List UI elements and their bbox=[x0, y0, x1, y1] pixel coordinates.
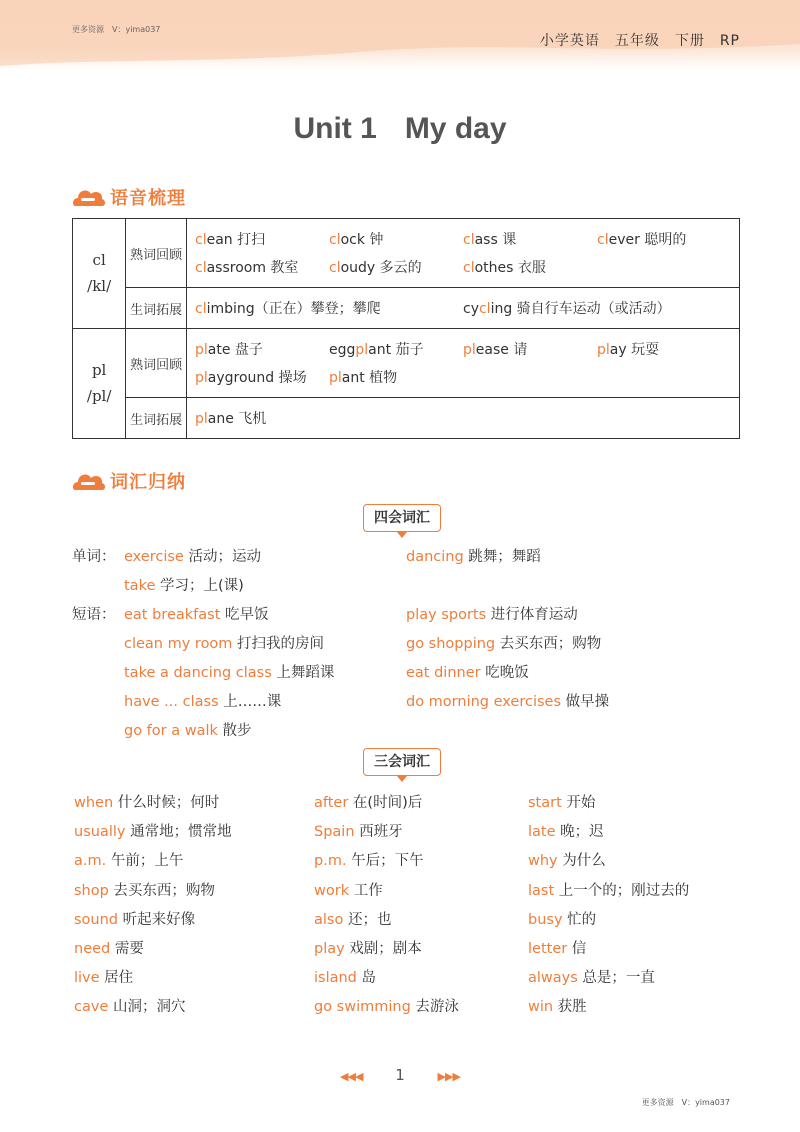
words-label: 单词： bbox=[72, 549, 116, 565]
vocab-entry bbox=[74, 791, 219, 812]
new-words bbox=[187, 288, 740, 329]
new-words bbox=[187, 398, 740, 439]
phonics-word bbox=[195, 339, 329, 359]
vocab-english: play bbox=[314, 941, 345, 957]
word-part: cy bbox=[463, 301, 479, 317]
phonics-word bbox=[195, 229, 329, 249]
vocab-entry bbox=[74, 966, 133, 987]
vocab-english: p.m. bbox=[314, 853, 347, 870]
vocab-english: take bbox=[124, 578, 156, 594]
vocab-entry bbox=[74, 849, 183, 870]
vocab-chinese: 西班牙 bbox=[354, 824, 403, 841]
vocab-chinese: 学习；上(课) bbox=[155, 578, 244, 594]
vocab-entry bbox=[74, 995, 185, 1016]
category-label: 生词拓展 bbox=[126, 288, 187, 329]
three-skill-badge: 三会词汇 bbox=[363, 748, 441, 776]
vocab-chinese: 去买东西；购物 bbox=[495, 636, 602, 652]
word-highlight: cl bbox=[195, 301, 207, 317]
vocab-entry bbox=[528, 995, 587, 1016]
vocab-english: live bbox=[74, 970, 100, 987]
vocab-entry bbox=[528, 879, 689, 900]
phonics-word bbox=[463, 339, 597, 359]
vocab-chinese: 在(时间)后 bbox=[348, 795, 423, 811]
sound-ipa: /kl/ bbox=[87, 276, 112, 295]
sound-cell bbox=[73, 329, 126, 439]
word-part: ayground bbox=[207, 370, 275, 386]
vocab-english: after bbox=[314, 795, 349, 811]
word-highlight: pl bbox=[355, 342, 369, 358]
word-part: ay bbox=[609, 342, 627, 358]
phonics-table bbox=[72, 218, 740, 439]
word-part: egg bbox=[329, 342, 356, 358]
vocab-english: go shopping bbox=[406, 636, 496, 652]
vocab-chinese: 总是；一直 bbox=[577, 970, 655, 987]
vocab-entry bbox=[314, 937, 422, 958]
vocab-entry bbox=[406, 661, 529, 682]
phonics-word bbox=[597, 339, 731, 359]
vocab-english: last bbox=[528, 882, 555, 899]
phonics-word bbox=[195, 367, 329, 387]
vocab-english: do morning exercises bbox=[406, 694, 562, 710]
watermark-top: 更多资源 V：yima037 bbox=[72, 25, 161, 34]
vocab-chinese: 午后；下午 bbox=[346, 853, 424, 870]
vocab-chinese: 上一个的；刚过去的 bbox=[554, 882, 690, 899]
vocab-english: dancing bbox=[406, 549, 464, 565]
word-part: ane bbox=[207, 411, 234, 427]
vocab-english: play sports bbox=[406, 607, 487, 623]
word-meaning: 操场 bbox=[274, 370, 307, 386]
known-words bbox=[187, 329, 740, 398]
vocab-entry bbox=[74, 879, 215, 900]
vocab-chinese: 午前；上午 bbox=[106, 853, 184, 870]
vocab-entry bbox=[528, 937, 586, 958]
vocab-entry bbox=[314, 849, 424, 870]
word-part: ant bbox=[368, 342, 392, 358]
word-meaning: 请 bbox=[508, 342, 528, 358]
cloud-icon bbox=[72, 186, 106, 208]
word-part: othes bbox=[474, 260, 514, 276]
header-course: 小学英语 五年级 下册 RP bbox=[539, 33, 740, 49]
word-meaning: 衣服 bbox=[513, 260, 546, 276]
word-highlight: pl bbox=[463, 342, 476, 358]
vocab-entry bbox=[314, 879, 383, 900]
category-label: 生词拓展 bbox=[126, 398, 187, 439]
vocab-entry bbox=[124, 632, 324, 653]
vocab-entry bbox=[406, 690, 609, 711]
vocab-entry bbox=[528, 791, 595, 812]
phonics-word bbox=[463, 229, 597, 249]
sound-cell bbox=[73, 219, 126, 329]
vocab-chinese: 晚；迟 bbox=[555, 824, 604, 841]
vocab-entry bbox=[528, 849, 606, 870]
vocab-chinese: 什么时候；何时 bbox=[113, 795, 220, 811]
cloud-icon bbox=[72, 470, 106, 492]
unit-number: Unit 1 bbox=[293, 112, 377, 145]
vocab-chinese: 通常地；惯常地 bbox=[125, 824, 232, 841]
vocab-english: letter bbox=[528, 941, 568, 957]
vocab-chinese: 上……课 bbox=[218, 694, 282, 710]
vocab-entry bbox=[124, 545, 261, 566]
vocab-chinese: 去游泳 bbox=[410, 999, 459, 1016]
word-meaning: 玩耍 bbox=[626, 342, 660, 358]
word-meaning: 飞机 bbox=[233, 411, 267, 427]
section-phonics-label: 语音梳理 bbox=[110, 188, 186, 209]
vocab-entry bbox=[406, 545, 541, 566]
vocab-english: shop bbox=[74, 882, 109, 899]
vocab-chinese: 去买东西；购物 bbox=[108, 882, 215, 899]
vocab-chinese: 信 bbox=[567, 941, 587, 957]
vocab-chinese: 岛 bbox=[356, 970, 377, 987]
vocab-entry bbox=[314, 995, 459, 1016]
word-part: ean bbox=[206, 232, 233, 248]
word-part: ease bbox=[475, 342, 509, 358]
word-meaning: 多云的 bbox=[375, 260, 422, 276]
word-meaning: 骑自行车运动（或活动） bbox=[512, 301, 671, 317]
word-part: ing bbox=[490, 301, 513, 317]
four-skill-badge: 四会词汇 bbox=[363, 504, 441, 532]
vocab-chinese: 山洞；洞穴 bbox=[108, 999, 186, 1016]
word-meaning: （正在）攀登；攀爬 bbox=[254, 301, 381, 317]
vocab-entry bbox=[314, 966, 376, 987]
word-part: ock bbox=[340, 232, 365, 248]
phonics-word bbox=[463, 257, 597, 277]
phonics-word bbox=[195, 408, 266, 428]
page-number: 1 bbox=[395, 1066, 405, 1084]
vocab-chinese: 吃早饭 bbox=[220, 607, 269, 623]
word-meaning: 盘子 bbox=[230, 342, 263, 358]
vocab-english: take a dancing class bbox=[124, 665, 272, 681]
vocab-entry bbox=[124, 603, 269, 624]
word-highlight: pl bbox=[195, 411, 208, 427]
phonics-word bbox=[195, 298, 463, 318]
vocab-chinese: 需要 bbox=[110, 941, 144, 957]
vocab-english: start bbox=[528, 795, 562, 811]
vocab-entry bbox=[314, 791, 422, 812]
vocab-chinese: 还；也 bbox=[343, 911, 392, 928]
vocab-chinese: 吃晚饭 bbox=[480, 665, 529, 681]
word-highlight: cl bbox=[195, 232, 207, 248]
phonics-word bbox=[329, 367, 463, 387]
section-phonics-heading bbox=[72, 184, 186, 210]
vocab-english: Spain bbox=[314, 824, 355, 841]
vocab-english: why bbox=[528, 853, 558, 870]
vocab-english: have ... class bbox=[124, 694, 219, 710]
word-meaning: 聪明的 bbox=[639, 232, 687, 248]
next-arrows-icon: ▶▶▶ bbox=[437, 1070, 460, 1083]
vocab-english: win bbox=[528, 999, 554, 1016]
section-vocab-heading bbox=[72, 468, 186, 494]
vocab-english: go swimming bbox=[314, 999, 411, 1016]
vocab-entry bbox=[74, 937, 144, 958]
word-line bbox=[195, 294, 731, 322]
word-part: ant bbox=[341, 370, 365, 386]
vocab-english: need bbox=[74, 941, 111, 957]
word-meaning: 教室 bbox=[265, 260, 299, 276]
word-line bbox=[195, 225, 731, 253]
pager bbox=[0, 1066, 800, 1084]
word-highlight: cl bbox=[329, 232, 341, 248]
unit-title bbox=[0, 112, 800, 146]
vocab-entry bbox=[528, 820, 604, 841]
vocab-english: cave bbox=[74, 999, 109, 1016]
sound-ipa: /pl/ bbox=[86, 386, 112, 405]
vocab-chinese: 打扫我的房间 bbox=[232, 636, 325, 652]
vocab-entry bbox=[314, 908, 391, 929]
vocab-english: sound bbox=[74, 911, 119, 928]
word-part: oudy bbox=[340, 260, 376, 276]
phonics-word bbox=[597, 229, 731, 249]
vocab-chinese: 散步 bbox=[217, 723, 252, 739]
vocab-english: eat dinner bbox=[406, 665, 481, 681]
vocab-chinese: 进行体育运动 bbox=[486, 607, 578, 623]
category-label: 熟词回顾 bbox=[126, 219, 187, 288]
word-highlight: cl bbox=[195, 260, 207, 276]
vocab-english: clean my room bbox=[124, 636, 233, 652]
word-highlight: pl bbox=[329, 370, 342, 386]
word-line bbox=[195, 253, 731, 281]
word-line bbox=[195, 335, 731, 363]
sound-letters: cl bbox=[92, 251, 106, 269]
vocab-english: a.m. bbox=[74, 853, 107, 870]
vocab-english: when bbox=[74, 795, 114, 811]
word-part: ate bbox=[207, 342, 231, 358]
category-label: 熟词回顾 bbox=[126, 329, 187, 398]
word-meaning: 植物 bbox=[364, 370, 398, 386]
word-highlight: pl bbox=[597, 342, 610, 358]
word-meaning: 打扫 bbox=[232, 232, 266, 248]
vocab-entry bbox=[124, 719, 252, 740]
word-part: ever bbox=[608, 232, 640, 248]
vocab-entry bbox=[406, 632, 601, 653]
vocab-english: always bbox=[528, 970, 578, 987]
phonics-word bbox=[329, 339, 463, 359]
watermark-bottom: 更多资源 V：yima037 bbox=[641, 1098, 730, 1107]
vocab-chinese: 开始 bbox=[561, 795, 596, 811]
known-words bbox=[187, 219, 740, 288]
vocab-chinese: 忙的 bbox=[562, 911, 597, 928]
vocab-chinese: 戏剧；剧本 bbox=[344, 941, 422, 957]
vocab-chinese: 跳舞；舞蹈 bbox=[463, 549, 541, 565]
word-part: imbing bbox=[206, 301, 255, 317]
vocab-chinese: 上舞蹈课 bbox=[271, 665, 335, 681]
phrases-label: 短语： bbox=[72, 607, 116, 623]
word-highlight: cl bbox=[463, 232, 475, 248]
word-highlight: pl bbox=[195, 342, 208, 358]
vocab-chinese: 做早操 bbox=[561, 694, 610, 710]
vocab-english: island bbox=[314, 970, 357, 987]
phonics-word bbox=[329, 229, 463, 249]
vocab-entry bbox=[406, 603, 578, 624]
word-meaning: 茄子 bbox=[391, 342, 424, 358]
vocab-entry bbox=[124, 661, 334, 682]
phonics-word bbox=[463, 298, 671, 318]
word-meaning: 课 bbox=[497, 232, 517, 248]
unit-name: My day bbox=[404, 112, 507, 145]
vocab-entry bbox=[314, 820, 403, 841]
vocab-english: usually bbox=[74, 824, 126, 841]
phonics-word bbox=[195, 257, 329, 277]
sound-letters: pl bbox=[91, 361, 107, 379]
word-highlight: cl bbox=[329, 260, 341, 276]
word-part: assroom bbox=[206, 260, 266, 276]
phonics-word bbox=[329, 257, 463, 277]
vocab-chinese: 为什么 bbox=[557, 853, 606, 870]
word-highlight: cl bbox=[463, 260, 475, 276]
word-part: ass bbox=[474, 232, 498, 248]
vocab-english: busy bbox=[528, 911, 563, 928]
vocab-entry bbox=[74, 820, 232, 841]
vocab-english: eat breakfast bbox=[124, 607, 221, 623]
word-highlight: cl bbox=[597, 232, 609, 248]
vocab-english: go for a walk bbox=[124, 723, 218, 739]
vocab-chinese: 获胜 bbox=[553, 999, 587, 1016]
vocab-entry bbox=[528, 966, 655, 987]
vocab-chinese: 听起来好像 bbox=[118, 911, 196, 928]
word-meaning: 钟 bbox=[364, 232, 384, 248]
vocab-entry bbox=[74, 908, 195, 929]
word-highlight: pl bbox=[195, 370, 208, 386]
word-highlight: cl bbox=[478, 301, 491, 317]
vocab-english: exercise bbox=[124, 549, 184, 565]
vocab-chinese: 工作 bbox=[349, 882, 383, 899]
vocab-english: late bbox=[528, 824, 556, 841]
vocab-chinese: 活动；运动 bbox=[183, 549, 261, 565]
vocab-entry bbox=[124, 574, 244, 595]
section-vocab-label: 词汇归纳 bbox=[110, 472, 186, 493]
vocab-english: work bbox=[314, 882, 350, 899]
prev-arrows-icon: ◀◀◀ bbox=[340, 1070, 363, 1083]
vocab-entry bbox=[528, 908, 596, 929]
vocab-chinese: 居住 bbox=[99, 970, 134, 987]
vocab-entry bbox=[124, 690, 281, 711]
word-line bbox=[195, 363, 731, 391]
vocab-english: also bbox=[314, 911, 344, 928]
word-line bbox=[195, 404, 731, 432]
